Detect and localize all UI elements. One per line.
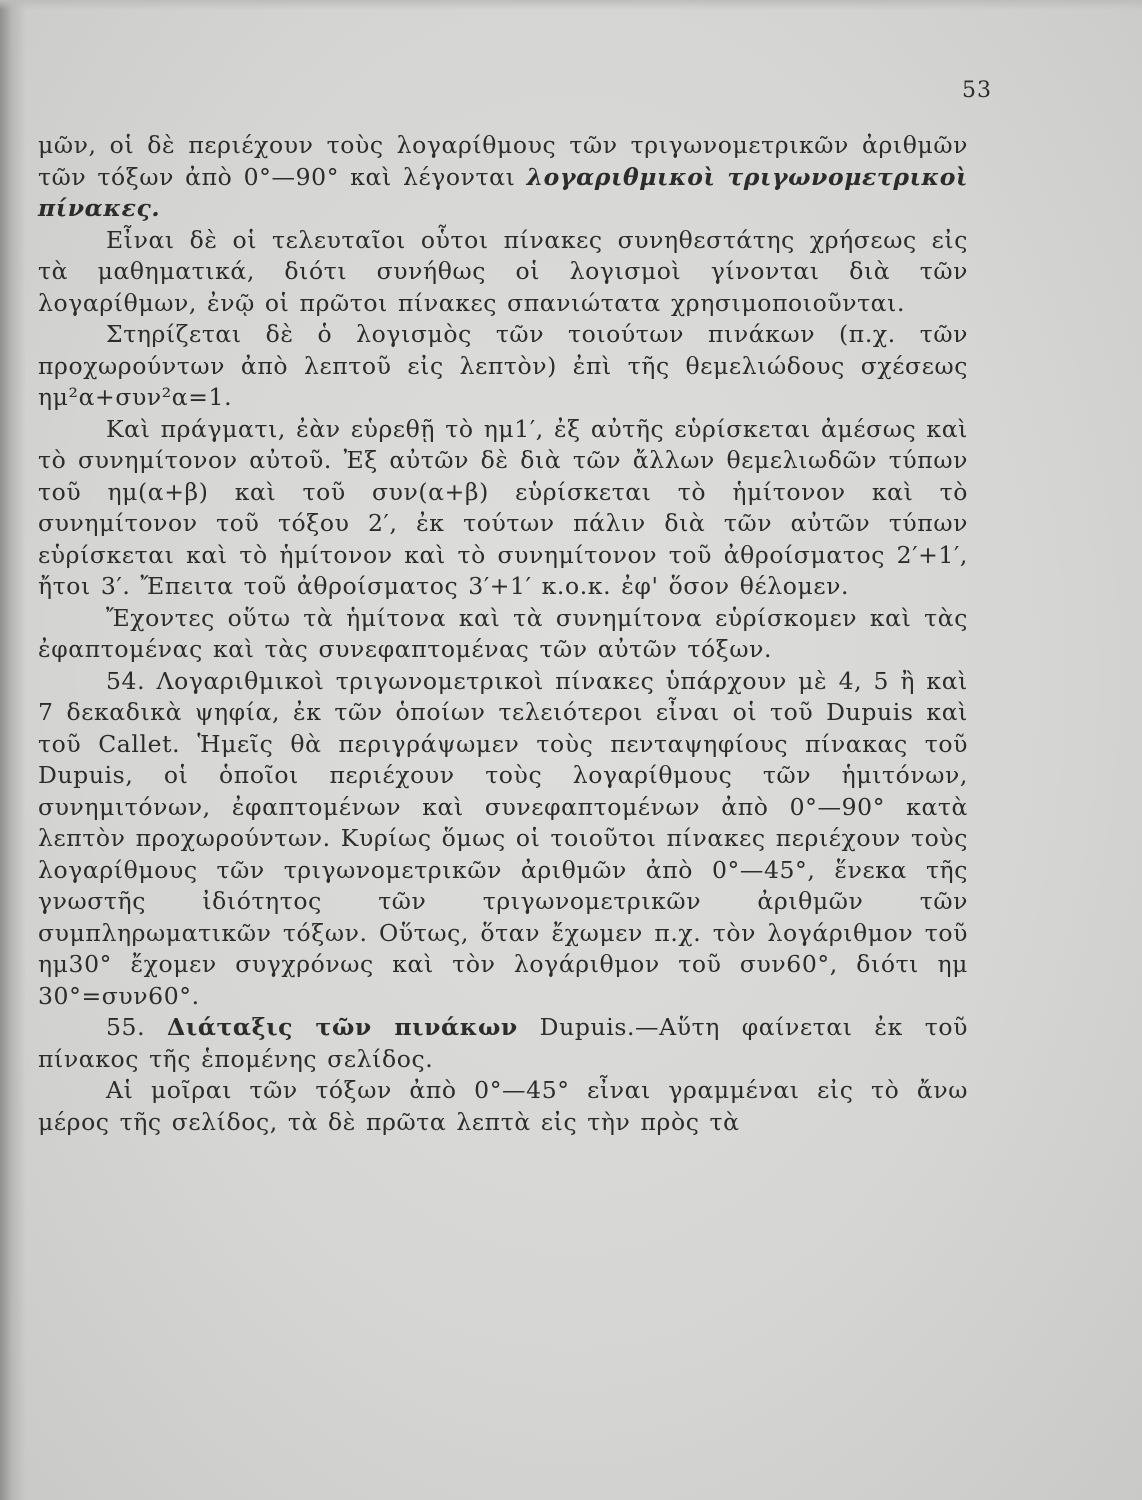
page-number: 53 — [962, 78, 992, 103]
binding-shadow — [0, 0, 26, 1500]
paragraph-tangents — [38, 603, 968, 666]
paragraph-text: Στηρίζεται δὲ ὁ λογισμὸς τῶν τοιούτων πινάκων (π.χ. τῶν προχωρούντων ἀπὸ λεπτοῦ εἰς λεπτὸν) ἐπὶ τῆς θεμελιώδους σχέσεως ημ²α+συν²α=1. — [38, 320, 968, 411]
section-number: 55. — [106, 1013, 168, 1041]
paragraph-text: Αἱ μοῖραι τῶν τόξων ἀπὸ 0°—45° εἶναι γραμμέναι εἰς τὸ ἄνω μέρος τῆς σελίδος, τὰ δὲ πρῶτα λεπτὰ εἰς τὴν πρὸς τὰ — [38, 1076, 968, 1136]
paragraph-section-55 — [38, 1012, 968, 1075]
paragraph-text: 54. Λογαριθμικοὶ τριγωνομετρικοὶ πίνακες ὑπάρχουν μὲ 4, 5 ἢ καὶ 7 δεκαδικὰ ψηφία, ἐκ τῶν ὁποίων τελειότεροι εἶναι οἱ τοῦ Dupuis καὶ τοῦ Callet. Ἡμεῖς θὰ περιγράψωμεν τοὺς πενταψηφίους πίνακας τοῦ Dupuis, οἱ ὁποῖοι περιέχουν τοὺς λογαρίθμους τῶν ἡμιτόνων, συνημιτόνων, ἐφαπτομένων καὶ συνεφαπτομένων ἀπὸ 0°—90° κατὰ λεπτὸν προχωρούντων. Κυρίως ὅμως οἱ τοιοῦτοι πίνακες περιέχουν τοὺς λογαρίθμους τῶν τριγωνομετρικῶν ἀριθμῶν ἀπὸ 0°—45°, ἕνεκα τῆς γνωστῆς ἰδιότητος τῶν τριγωνομετρικῶν ἀριθμῶν τῶν συμπληρωματικῶν τόξων. Οὕτως, ὅταν ἔχωμεν π.χ. τὸν λογάριθμον τοῦ ημ30° ἔχομεν συγχρόνως καὶ τὸν λογάριθμον τοῦ συν60°, διότι ημ 30°=συν60°. — [38, 666, 968, 1010]
paragraph-text: Εἶναι δὲ οἱ τελευταῖοι οὗτοι πίνακες συνηθεστάτης χρήσεως εἰς τὰ μαθηματικά, διότι συνήθως οἱ λογισμοὶ γίνονται διὰ τῶν λογαρίθμων, ἐνῷ οἱ πρῶτοι πίνακες σπανιώτατα χρησιμοποιοῦνται. — [38, 225, 968, 317]
paragraph-section-54 — [38, 666, 968, 1013]
section-heading: Διάταξις τῶν πινάκων — [167, 1013, 518, 1041]
paragraph-continuation — [38, 130, 968, 225]
body-text — [38, 130, 968, 1138]
paragraph-degrees — [38, 1075, 968, 1138]
paragraph-derivation — [38, 414, 968, 603]
paragraph-basis — [38, 319, 968, 414]
paragraph-text: μῶν, οἱ δὲ περιέχουν τοὺς λογαρίθμους τῶν τριγωνομετρικῶν ἀριθμῶν τῶν τόξων ἀπὸ 0°—90° καὶ λέγονται — [38, 131, 968, 191]
emphasized-term: λογαριθμικοὶ τριγωνομετρικοὶ πίνακες. — [38, 162, 968, 222]
paragraph-usage — [38, 225, 968, 320]
paragraph-text: Καὶ πράγματι, ἐὰν εὑρεθῇ τὸ ημ1′, ἐξ αὐτῆς εὑρίσκεται ἀμέσως καὶ τὸ συνημίτονον αὐτοῦ. Ἐξ αὐτῶν δὲ διὰ τῶν ἄλλων θεμελιωδῶν τύπων τοῦ ημ(α+β) καὶ τοῦ συν(α+β) εὑρίσκεται τὸ ἡμίτονον καὶ τὸ συνημίτονον τοῦ τόξου 2′, ἐκ τούτων πάλιν διὰ τῶν αὐτῶν τύπων εὑρίσκεται καὶ τὸ ἡμίτονον καὶ τὸ συνημίτονον τοῦ ἀθροίσματος 2′+1′, ἤτοι 3′. Ἔπειτα τοῦ ἀθροίσματος 3′+1′ κ.ο.κ. ἐφ' ὅσον θέλομεν. — [38, 414, 968, 600]
top-edge-shadow — [0, 0, 1142, 10]
paragraph-text: Dupuis.—Αὕτη φαίνεται ἐκ τοῦ πίνακος τῆς ἑπομένης σελίδος. — [38, 1013, 968, 1073]
paragraph-text: Ἔχοντες οὕτω τὰ ἡμίτονα καὶ τὰ συνημίτονα εὑρίσκομεν καὶ τὰς ἐφαπτομένας καὶ τὰς συνεφαπτομένας τῶν αὐτῶν τόξων. — [38, 603, 968, 663]
